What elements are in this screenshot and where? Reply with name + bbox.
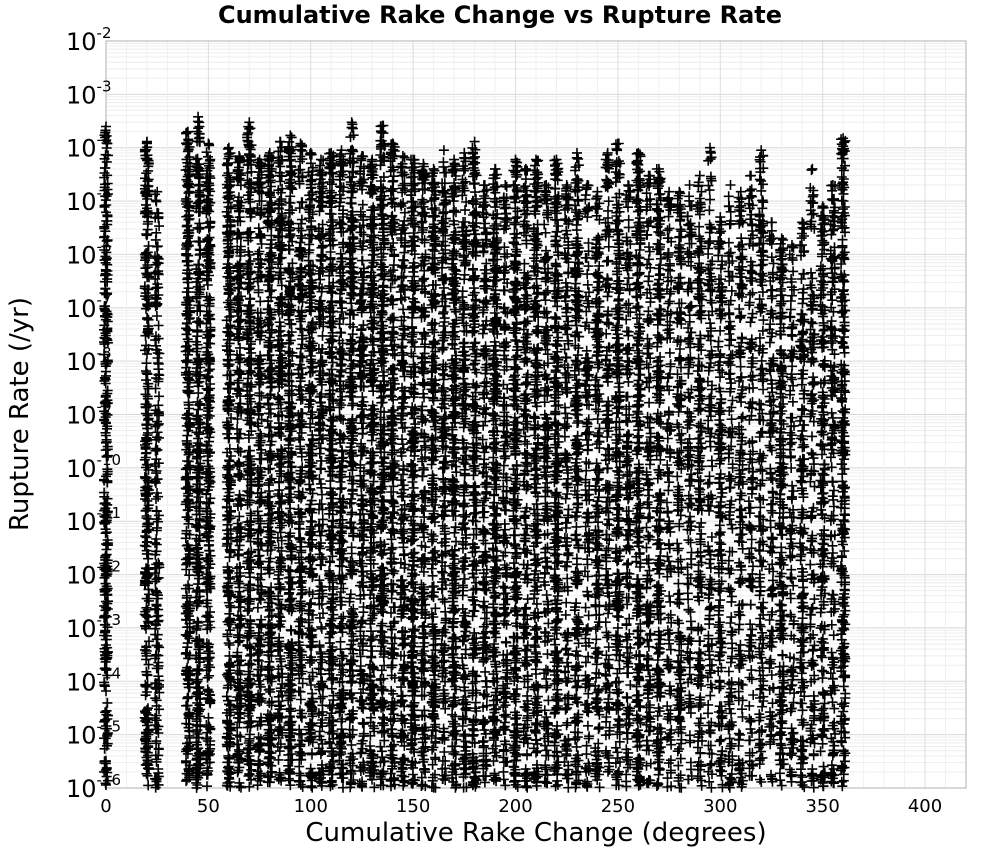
x-tick-label: 350: [805, 796, 840, 817]
x-axis-ticks: [100, 796, 942, 817]
chart-title: Cumulative Rake Change vs Rupture Rate: [217, 1, 783, 29]
x-tick-label: 300: [703, 796, 738, 817]
x-tick-label: 150: [395, 796, 431, 817]
y-axis-label: Rupture Rate (/yr): [5, 297, 35, 531]
scatter-column-points: [805, 164, 819, 793]
y-tick-label: $10^{-14}$: [66, 664, 122, 697]
x-tick-label: 400: [907, 796, 943, 817]
y-tick-label: $10^{-11}$: [66, 504, 122, 537]
x-axis-label: Cumulative Rake Change (degrees): [305, 818, 767, 848]
scatter-column-points: [406, 155, 420, 789]
y-tick-label: $10^{-8}$: [66, 344, 112, 377]
y-tick-label: $10^{-15}$: [66, 717, 122, 750]
y-tick-label: $10^{-9}$: [66, 397, 112, 430]
data-points: [99, 112, 850, 793]
y-tick-label: $10^{-10}$: [66, 450, 122, 483]
y-tick-label: $10^{-3}$: [66, 77, 112, 110]
y-tick-label: $10^{-2}$: [66, 24, 112, 56]
y-tick-label: $10^{-5}$: [66, 184, 112, 217]
x-tick-label: 250: [600, 796, 636, 817]
y-tick-label: $10^{-13}$: [66, 610, 122, 643]
x-tick-label: 0: [100, 796, 112, 817]
y-tick-label: $10^{-4}$: [66, 130, 112, 163]
x-tick-label: 50: [196, 796, 220, 817]
y-tick-label: $10^{-12}$: [66, 557, 122, 590]
scatter-column-points: [713, 212, 727, 792]
x-tick-label: 200: [498, 796, 533, 817]
y-tick-label: $10^{-16}$: [66, 771, 122, 803]
x-tick-label: 100: [293, 796, 328, 817]
y-tick-label: $10^{-7}$: [66, 290, 112, 323]
y-tick-label: $10^{-6}$: [66, 237, 112, 270]
